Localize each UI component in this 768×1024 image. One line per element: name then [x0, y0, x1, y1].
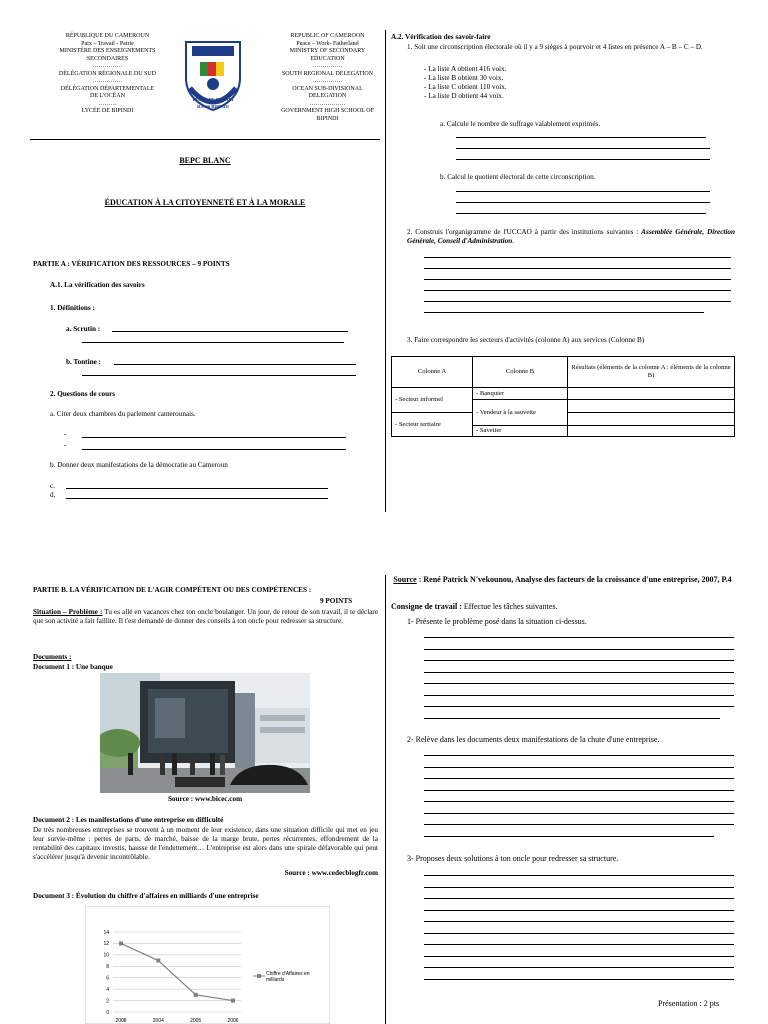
answer-line[interactable] [424, 836, 714, 837]
result-cell[interactable] [568, 388, 735, 400]
doc2-title: Document 2 : Les manifestations d'une entreprise en difficulté [33, 816, 224, 824]
subject-title: ÉDUCATION À LA CITOYENNETÉ ET À LA MORALE [104, 198, 306, 207]
logo-subtext: B.P. 66 BIPINDI [197, 104, 229, 109]
answer-line[interactable] [424, 933, 734, 934]
a2-title: A.2. Vérification des savoir-faire [391, 33, 491, 41]
part-b-title: PARTIE B. LA VÉRIFICATION DE L'AGIR COMPÉTENT OU DES COMPÉTENCES : [33, 586, 312, 594]
answer-line[interactable] [424, 755, 734, 756]
vote-list-item: - La liste A obtient 416 voix. [424, 65, 507, 73]
answer-line[interactable] [66, 498, 328, 499]
bank-photo [100, 673, 310, 793]
answer-line[interactable] [424, 718, 720, 719]
documents-label: Documents : [33, 653, 72, 661]
answer-line[interactable] [424, 898, 734, 899]
answer-line[interactable] [424, 778, 734, 779]
answer-line[interactable] [424, 695, 734, 696]
answer-line[interactable] [424, 637, 734, 638]
result-cell[interactable] [568, 426, 735, 437]
answer-line[interactable] [424, 813, 734, 814]
answer-line[interactable] [424, 790, 734, 791]
result-cell[interactable] [568, 400, 735, 413]
vote-list-item: - La liste C obtient 110 voix. [424, 83, 507, 91]
y-tick-label: 2 [106, 998, 109, 1005]
uccao-question-text: 2. Construis l'organigramme de l'UCCAO à partir des institutions suivantes : [407, 228, 639, 236]
header-right-line: …………… [312, 63, 343, 69]
header-right-line: REPUBLIC OF CAMEROON [290, 33, 365, 39]
answer-line[interactable] [424, 672, 734, 673]
header-left-line: DÉLÉGATION DÉPARTEMENTALE [60, 85, 155, 92]
answer-line[interactable] [82, 342, 344, 343]
task-3: 3- Proposes deux solutions à ton oncle pour redresser sa structure. [407, 854, 619, 863]
answer-line[interactable] [424, 887, 734, 888]
a1-title: A.1. La vérification des savoirs [50, 281, 145, 289]
header-left-line: RÉPUBLIQUE DU CAMEROUN [65, 33, 150, 39]
y-tick-label: 0 [106, 1009, 109, 1016]
header-right-line: GOVERNMENT HIGH SCHOOL OF [281, 108, 374, 114]
consigne [391, 602, 557, 612]
header-left-line: …………… [92, 78, 123, 84]
answer-line[interactable] [82, 375, 356, 376]
header-right [270, 33, 385, 123]
answer-line[interactable] [456, 148, 710, 149]
col-b-cell: - Savetier [473, 426, 568, 437]
answer-line[interactable] [424, 312, 704, 313]
header-divider [30, 139, 380, 140]
column-divider [385, 30, 386, 512]
answer-line[interactable] [424, 767, 734, 768]
answer-line[interactable] [82, 449, 346, 450]
uccao-question: 2. Construis l'organigramme de l'UCCAO à partir des institutions suivantes : Assemblée Générale, Direction Générale, Conseil d'Administration. [407, 228, 735, 245]
source-text: : René Patrick N'vekounou, Analyse des facteurs de la croissance d'une entreprise, 2007, P.4 [416, 575, 732, 584]
chart-frame [85, 906, 330, 1024]
answer-line[interactable] [66, 488, 328, 489]
legend-label-box [266, 971, 328, 991]
d-label: d. [50, 491, 56, 499]
col-b-header: Colonne B [473, 357, 568, 388]
answer-line[interactable] [424, 290, 731, 291]
header-left-line: …………… [92, 63, 123, 69]
answer-line[interactable] [424, 979, 734, 980]
answer-line[interactable] [112, 331, 348, 332]
header-left-line: Paix – Travail - Patrie [81, 40, 134, 47]
q2-title: 2. Questions de cours [50, 390, 116, 398]
doc2-source: Source : www.cedecblogfr.com [284, 869, 378, 877]
situation-text: Tu es allé en vacances chez ton oncle boulanger. Un jour, de retour de son travail, il te déclare que son activité a fait faillite. Il t'est demandé de donner des conseils à ton oncle pour redresser sa structure. [33, 608, 379, 625]
answer-line[interactable] [424, 257, 731, 258]
answer-line[interactable] [456, 191, 710, 192]
header-left [40, 33, 175, 116]
answer-line[interactable] [424, 660, 734, 661]
answer-line[interactable] [456, 202, 710, 203]
task-1: 1- Présente le problème posé dans la situation ci-dessus. [407, 617, 587, 626]
header-right-line: MINISTRY OF SECONDARY [289, 48, 366, 54]
part-b-points: 9 POINTS [320, 597, 353, 605]
x-tick-label: 2005 [190, 1018, 202, 1024]
presentation-points: Présentation : 2 pts [658, 999, 720, 1008]
y-tick-label: 10 [103, 952, 109, 959]
results-header: Résultats (éléments de la colonne A : éléments de la colonne B) [568, 357, 735, 388]
part-a-title: PARTIE A : VÉRIFICATION DES RESSOURCES – 9 POINTS [33, 260, 230, 268]
answer-line[interactable] [424, 268, 731, 269]
legend-label: Chiffre d'Affaires en milliards [266, 971, 310, 983]
header-left-line: LYCÉE DE BIPINDI [81, 108, 134, 114]
answer-line[interactable] [424, 649, 734, 650]
tontine-label: b. Tontine : [66, 358, 101, 366]
answer-line[interactable] [456, 137, 706, 138]
answer-line[interactable] [456, 159, 710, 160]
answer-line[interactable] [424, 824, 734, 825]
header-left-line: SECONDAIRES [86, 55, 129, 62]
y-tick-label: 8 [106, 964, 109, 971]
answer-line[interactable] [82, 437, 346, 438]
electoral-question: 1. Soit une circonscription électorale où il y a 9 sièges à pourvoir et 4 listes en présence A – B – C – D. [407, 43, 703, 51]
q1-title: 1. Définitions : [50, 304, 95, 312]
answer-line[interactable] [424, 875, 734, 876]
col-a-header: Colonne A [392, 357, 473, 388]
header-right-line: Peace – Work- Fatherland [296, 40, 359, 47]
header-right-line: SOUTH REGIONAL DELEGATION [281, 70, 374, 77]
header-left-line: DÉLÉGATION RÉGIONALE DU SUD [58, 70, 157, 77]
matching-table [391, 356, 735, 437]
doc1-title: Document 1 : Une banque [33, 663, 113, 671]
y-tick-label: 12 [103, 941, 109, 948]
dash: - [64, 430, 67, 438]
data-point [119, 941, 123, 945]
legend-swatch-marker [257, 974, 261, 978]
header-left-line: DE L'OCÉAN [90, 93, 125, 99]
q2a-text: a. Citer deux chambres du parlement camerounais. [50, 410, 196, 418]
data-point [231, 999, 235, 1003]
header-right-line: DELEGATION [308, 93, 347, 99]
matching-question: 3. Faire correspondre les secteurs d'activités (colonne A) aux services (Colonne B) [407, 336, 645, 344]
y-tick-label: 14 [103, 929, 109, 936]
situation-paragraph [33, 608, 378, 626]
scrutin-label: a. Scrutin : [66, 325, 101, 333]
col-a-cell: - Secteur informel [392, 388, 473, 413]
answer-line[interactable] [114, 364, 356, 365]
consigne-text: Effectue les tâches suivantes. [461, 602, 558, 611]
col-b-cell: - Banquier [473, 388, 568, 400]
x-tick-label: 2004 [152, 1018, 164, 1024]
data-point [194, 993, 198, 997]
answer-line[interactable] [424, 921, 734, 922]
answer-line[interactable] [424, 683, 734, 684]
q1a-text: a. Calcule le nombre de suffrage valablement exprimés. [440, 120, 601, 128]
col-b-cell: - Vendeur à la sauvette [473, 400, 568, 426]
c-label: c. [50, 482, 55, 490]
doc2-text: De très nombreuses entreprises se trouvent à un moment de leur existence, dans une situation difficile qui met en jeu leur survie-même : pertes de parts, de marché, baisse de la marge brute, pertes récurrentes, effondrement de la rentabilité des capitaux investis, hausse de l'endettement… L'entreprise est alors dans une spirale défavorable qui peut s'accélérer jusqu'à devenir incontrôlable. [33, 826, 378, 861]
header-right-line: BIPINDI [316, 115, 339, 122]
header-right-line: EDUCATION [310, 55, 345, 62]
answer-line[interactable] [424, 279, 731, 280]
situation-label: Situation – Problème : [33, 608, 103, 616]
vote-list-item: - La liste D obtient 44 voix. [424, 92, 504, 100]
q2b-text: b. Donner deux manifestations de la démocratie au Cameroun [50, 461, 228, 469]
exam-title: BEPC BLANC [179, 156, 231, 165]
consigne-label: Consigne de travail : [391, 602, 462, 611]
answer-line[interactable] [424, 944, 734, 945]
source-label: Source [393, 575, 417, 584]
header-right-line: OCEAN SUB-DIVISIONAL [292, 85, 363, 92]
answer-line[interactable] [424, 956, 734, 957]
header-left-line: MINISTÈRE DES ENSEIGNEMENTS [59, 48, 156, 54]
task-2: 2- Relève dans les documents deux manifestations de la chute d'une entreprise. [407, 735, 660, 744]
vote-lists [424, 65, 507, 101]
x-tick-label: 2006 [227, 1018, 239, 1024]
logo-text: LYCÉE DE BIPINDI [192, 97, 234, 102]
answer-line[interactable] [424, 910, 734, 911]
header-left-line: ……… [98, 100, 117, 107]
header-right-line: …………… [312, 78, 343, 84]
y-tick-label: 6 [106, 975, 109, 982]
data-point [156, 959, 160, 963]
uccao-institutions: Assemblée Générale, Direction Générale, Conseil d'Administration [407, 228, 735, 245]
answer-line[interactable] [424, 301, 731, 302]
col-a-cell: - Secteur tertiaire [392, 413, 473, 437]
dash: - [64, 441, 67, 449]
doc3-title: Document 3 : Évolution du chiffre d'affaires en milliards d'une entreprise [33, 892, 259, 900]
header-right-line: ……………… [309, 100, 346, 107]
result-cell[interactable] [568, 413, 735, 426]
q1b-text: b. Calcul le quotient électoral de cette circonscription. [440, 173, 596, 181]
source-citation [390, 575, 735, 585]
column-divider [385, 575, 386, 1024]
doc1-source: Source : www.bicec.com [167, 795, 243, 803]
answer-line[interactable] [424, 801, 734, 802]
answer-line[interactable] [424, 967, 734, 968]
y-tick-label: 4 [106, 986, 109, 993]
answer-line[interactable] [424, 706, 734, 707]
revenue-chart [85, 906, 330, 1024]
answer-line[interactable] [456, 213, 706, 214]
x-tick-label: 2008 [115, 1018, 127, 1024]
vote-list-item: - La liste B obtient 30 voix. [424, 74, 504, 82]
